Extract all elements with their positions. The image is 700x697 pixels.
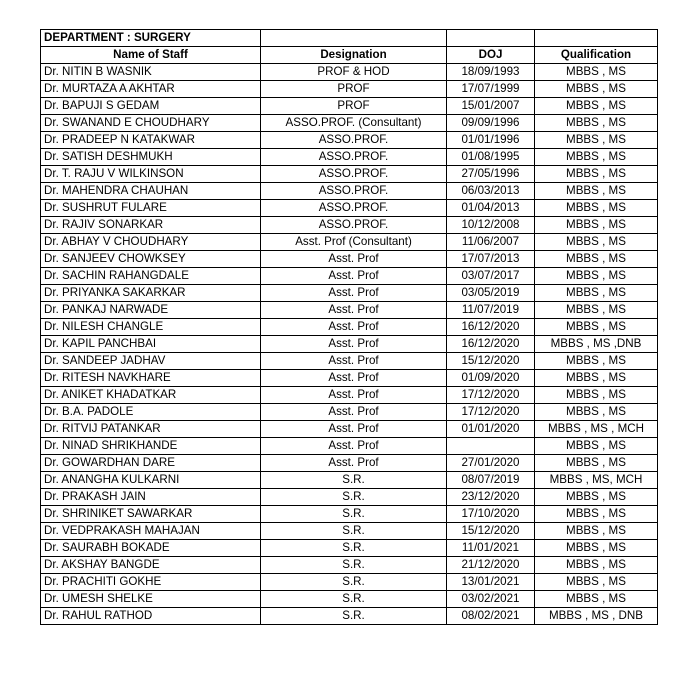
designation-cell: Asst. Prof (Consultant) [261,234,447,251]
qualification-cell: MBBS , MS [535,166,658,183]
qualification-cell: MBBS , MS [535,149,658,166]
doj-cell: 11/01/2021 [447,540,535,557]
qualification-cell: MBBS , MS [535,268,658,285]
doj-cell: 17/10/2020 [447,506,535,523]
staff-name-cell: Dr. RITESH NAVKHARE [41,370,261,387]
staff-name-cell: Dr. RAJIV SONARKAR [41,217,261,234]
table-row [41,149,658,166]
doj-cell: 17/12/2020 [447,404,535,421]
doj-cell: 06/03/2013 [447,183,535,200]
staff-name-cell: Dr. GOWARDHAN DARE [41,455,261,472]
department-label: DEPARTMENT : SURGERY [41,30,261,47]
staff-name-cell: Dr. KAPIL PANCHBAI [41,336,261,353]
designation-cell: S.R. [261,489,447,506]
table-row [41,200,658,217]
table-row [41,489,658,506]
designation-cell: ASSO.PROF. [261,132,447,149]
designation-cell: S.R. [261,608,447,625]
header-row [41,47,658,64]
designation-cell: S.R. [261,506,447,523]
table-row [41,557,658,574]
qualification-cell: MBBS , MS [535,353,658,370]
staff-name-cell: Dr. PANKAJ NARWADE [41,302,261,319]
staff-name-cell: Dr. MAHENDRA CHAUHAN [41,183,261,200]
designation-cell: Asst. Prof [261,251,447,268]
staff-table-body [41,30,658,625]
table-row [41,472,658,489]
doj-cell: 16/12/2020 [447,319,535,336]
staff-name-cell: Dr. AKSHAY BANGDE [41,557,261,574]
designation-cell: Asst. Prof [261,353,447,370]
staff-name-cell: Dr. PRADEEP N KATAKWAR [41,132,261,149]
doj-cell: 03/07/2017 [447,268,535,285]
designation-cell: Asst. Prof [261,387,447,404]
designation-cell: ASSO.PROF. [261,149,447,166]
doj-cell: 15/12/2020 [447,353,535,370]
table-row [41,183,658,200]
doj-cell: 17/07/1999 [447,81,535,98]
designation-cell: Asst. Prof [261,302,447,319]
staff-name-cell: Dr. B.A. PADOLE [41,404,261,421]
staff-name-cell: Dr. PRIYANKA SAKARKAR [41,285,261,302]
doj-cell: 01/04/2013 [447,200,535,217]
doj-cell: 18/09/1993 [447,64,535,81]
qualification-cell: MBBS , MS [535,234,658,251]
staff-name-cell: Dr. PRACHITI GOKHE [41,574,261,591]
staff-name-cell: Dr. NITIN B WASNIK [41,64,261,81]
qualification-cell: MBBS , MS [535,132,658,149]
qualification-cell: MBBS , MS [535,557,658,574]
doj-cell: 08/02/2021 [447,608,535,625]
table-row [41,540,658,557]
table-row [41,166,658,183]
table-row [41,285,658,302]
staff-name-cell: Dr. T. RAJU V WILKINSON [41,166,261,183]
doj-cell: 15/01/2007 [447,98,535,115]
staff-name-cell: Dr. NINAD SHRIKHANDE [41,438,261,455]
doj-cell: 10/12/2008 [447,217,535,234]
designation-cell: Asst. Prof [261,404,447,421]
designation-cell: ASSO.PROF. [261,183,447,200]
qualification-cell: MBBS , MS [535,574,658,591]
doj-cell: 23/12/2020 [447,489,535,506]
doj-cell: 11/07/2019 [447,302,535,319]
staff-name-cell: Dr. ANANGHA KULKARNI [41,472,261,489]
doj-cell: 11/06/2007 [447,234,535,251]
qualification-cell: MBBS , MS , MCH [535,421,658,438]
doj-cell: 08/07/2019 [447,472,535,489]
table-row [41,115,658,132]
doj-cell: 03/05/2019 [447,285,535,302]
doj-cell: 13/01/2021 [447,574,535,591]
header-qualification: Qualification [535,47,658,64]
staff-name-cell: Dr. SACHIN RAHANGDALE [41,268,261,285]
qualification-cell: MBBS , MS , DNB [535,608,658,625]
qualification-cell: MBBS , MS [535,489,658,506]
doj-cell: 01/01/2020 [447,421,535,438]
doj-cell: 27/01/2020 [447,455,535,472]
doj-cell: 21/12/2020 [447,557,535,574]
staff-name-cell: Dr. SAURABH BOKADE [41,540,261,557]
table-row [41,64,658,81]
qualification-cell: MBBS , MS [535,591,658,608]
designation-cell: PROF [261,81,447,98]
qualification-cell: MBBS , MS [535,81,658,98]
doj-cell: 17/07/2013 [447,251,535,268]
table-row [41,353,658,370]
doj-cell: 09/09/1996 [447,115,535,132]
table-row [41,132,658,149]
qualification-cell: MBBS , MS [535,523,658,540]
designation-cell: S.R. [261,523,447,540]
qualification-cell: MBBS , MS [535,200,658,217]
doj-cell [447,438,535,455]
empty-cell [535,30,658,47]
staff-name-cell: Dr. MURTAZA A AKHTAR [41,81,261,98]
staff-name-cell: Dr. VEDPRAKASH MAHAJAN [41,523,261,540]
qualification-cell: MBBS , MS [535,217,658,234]
designation-cell: Asst. Prof [261,421,447,438]
designation-cell: ASSO.PROF. [261,217,447,234]
designation-cell: Asst. Prof [261,319,447,336]
table-row [41,336,658,353]
staff-name-cell: Dr. ABHAY V CHOUDHARY [41,234,261,251]
staff-name-cell: Dr. RITVIJ PATANKAR [41,421,261,438]
table-row [41,319,658,336]
qualification-cell: MBBS , MS ,DNB [535,336,658,353]
table-row [41,506,658,523]
table-row [41,404,658,421]
qualification-cell: MBBS , MS [535,285,658,302]
table-row [41,370,658,387]
qualification-cell: MBBS , MS [535,455,658,472]
designation-cell: Asst. Prof [261,455,447,472]
designation-cell: Asst. Prof [261,268,447,285]
designation-cell: S.R. [261,591,447,608]
doj-cell: 01/01/1996 [447,132,535,149]
qualification-cell: MBBS , MS [535,438,658,455]
designation-cell: PROF [261,98,447,115]
header-name: Name of Staff [41,47,261,64]
table-row [41,81,658,98]
table-row [41,234,658,251]
doj-cell: 16/12/2020 [447,336,535,353]
doj-cell: 15/12/2020 [447,523,535,540]
header-doj: DOJ [447,47,535,64]
staff-name-cell: Dr. SUSHRUT FULARE [41,200,261,217]
department-row [41,30,658,47]
empty-cell [261,30,447,47]
table-row [41,438,658,455]
designation-cell: Asst. Prof [261,336,447,353]
staff-name-cell: Dr. SWANAND E CHOUDHARY [41,115,261,132]
staff-name-cell: Dr. SHRINIKET SAWARKAR [41,506,261,523]
table-row [41,217,658,234]
qualification-cell: MBBS , MS [535,540,658,557]
doj-cell: 17/12/2020 [447,387,535,404]
table-row [41,455,658,472]
staff-name-cell: Dr. UMESH SHELKE [41,591,261,608]
doj-cell: 01/09/2020 [447,370,535,387]
designation-cell: S.R. [261,574,447,591]
qualification-cell: MBBS , MS [535,506,658,523]
staff-table [40,29,658,625]
empty-cell [447,30,535,47]
qualification-cell: MBBS , MS [535,251,658,268]
designation-cell: ASSO.PROF. (Consultant) [261,115,447,132]
designation-cell: S.R. [261,557,447,574]
designation-cell: Asst. Prof [261,370,447,387]
doj-cell: 03/02/2021 [447,591,535,608]
qualification-cell: MBBS , MS [535,98,658,115]
staff-name-cell: Dr. BAPUJI S GEDAM [41,98,261,115]
staff-name-cell: Dr. PRAKASH JAIN [41,489,261,506]
staff-name-cell: Dr. SATISH DESHMUKH [41,149,261,166]
table-row [41,302,658,319]
qualification-cell: MBBS , MS [535,302,658,319]
qualification-cell: MBBS , MS [535,64,658,81]
table-row [41,421,658,438]
table-row [41,387,658,404]
header-designation: Designation [261,47,447,64]
table-row [41,268,658,285]
table-row [41,523,658,540]
qualification-cell: MBBS , MS [535,370,658,387]
qualification-cell: MBBS , MS [535,115,658,132]
staff-name-cell: Dr. NILESH CHANGLE [41,319,261,336]
doj-cell: 01/08/1995 [447,149,535,166]
staff-name-cell: Dr. ANIKET KHADATKAR [41,387,261,404]
qualification-cell: MBBS , MS, MCH [535,472,658,489]
table-row [41,591,658,608]
table-row [41,98,658,115]
designation-cell: ASSO.PROF. [261,166,447,183]
designation-cell: S.R. [261,472,447,489]
table-row [41,574,658,591]
qualification-cell: MBBS , MS [535,183,658,200]
staff-name-cell: Dr. SANDEEP JADHAV [41,353,261,370]
staff-name-cell: Dr. RAHUL RATHOD [41,608,261,625]
designation-cell: Asst. Prof [261,438,447,455]
designation-cell: Asst. Prof [261,285,447,302]
qualification-cell: MBBS , MS [535,404,658,421]
designation-cell: S.R. [261,540,447,557]
designation-cell: ASSO.PROF. [261,200,447,217]
doj-cell: 27/05/1996 [447,166,535,183]
qualification-cell: MBBS , MS [535,319,658,336]
designation-cell: PROF & HOD [261,64,447,81]
qualification-cell: MBBS , MS [535,387,658,404]
staff-name-cell: Dr. SANJEEV CHOWKSEY [41,251,261,268]
table-row [41,251,658,268]
table-row [41,608,658,625]
